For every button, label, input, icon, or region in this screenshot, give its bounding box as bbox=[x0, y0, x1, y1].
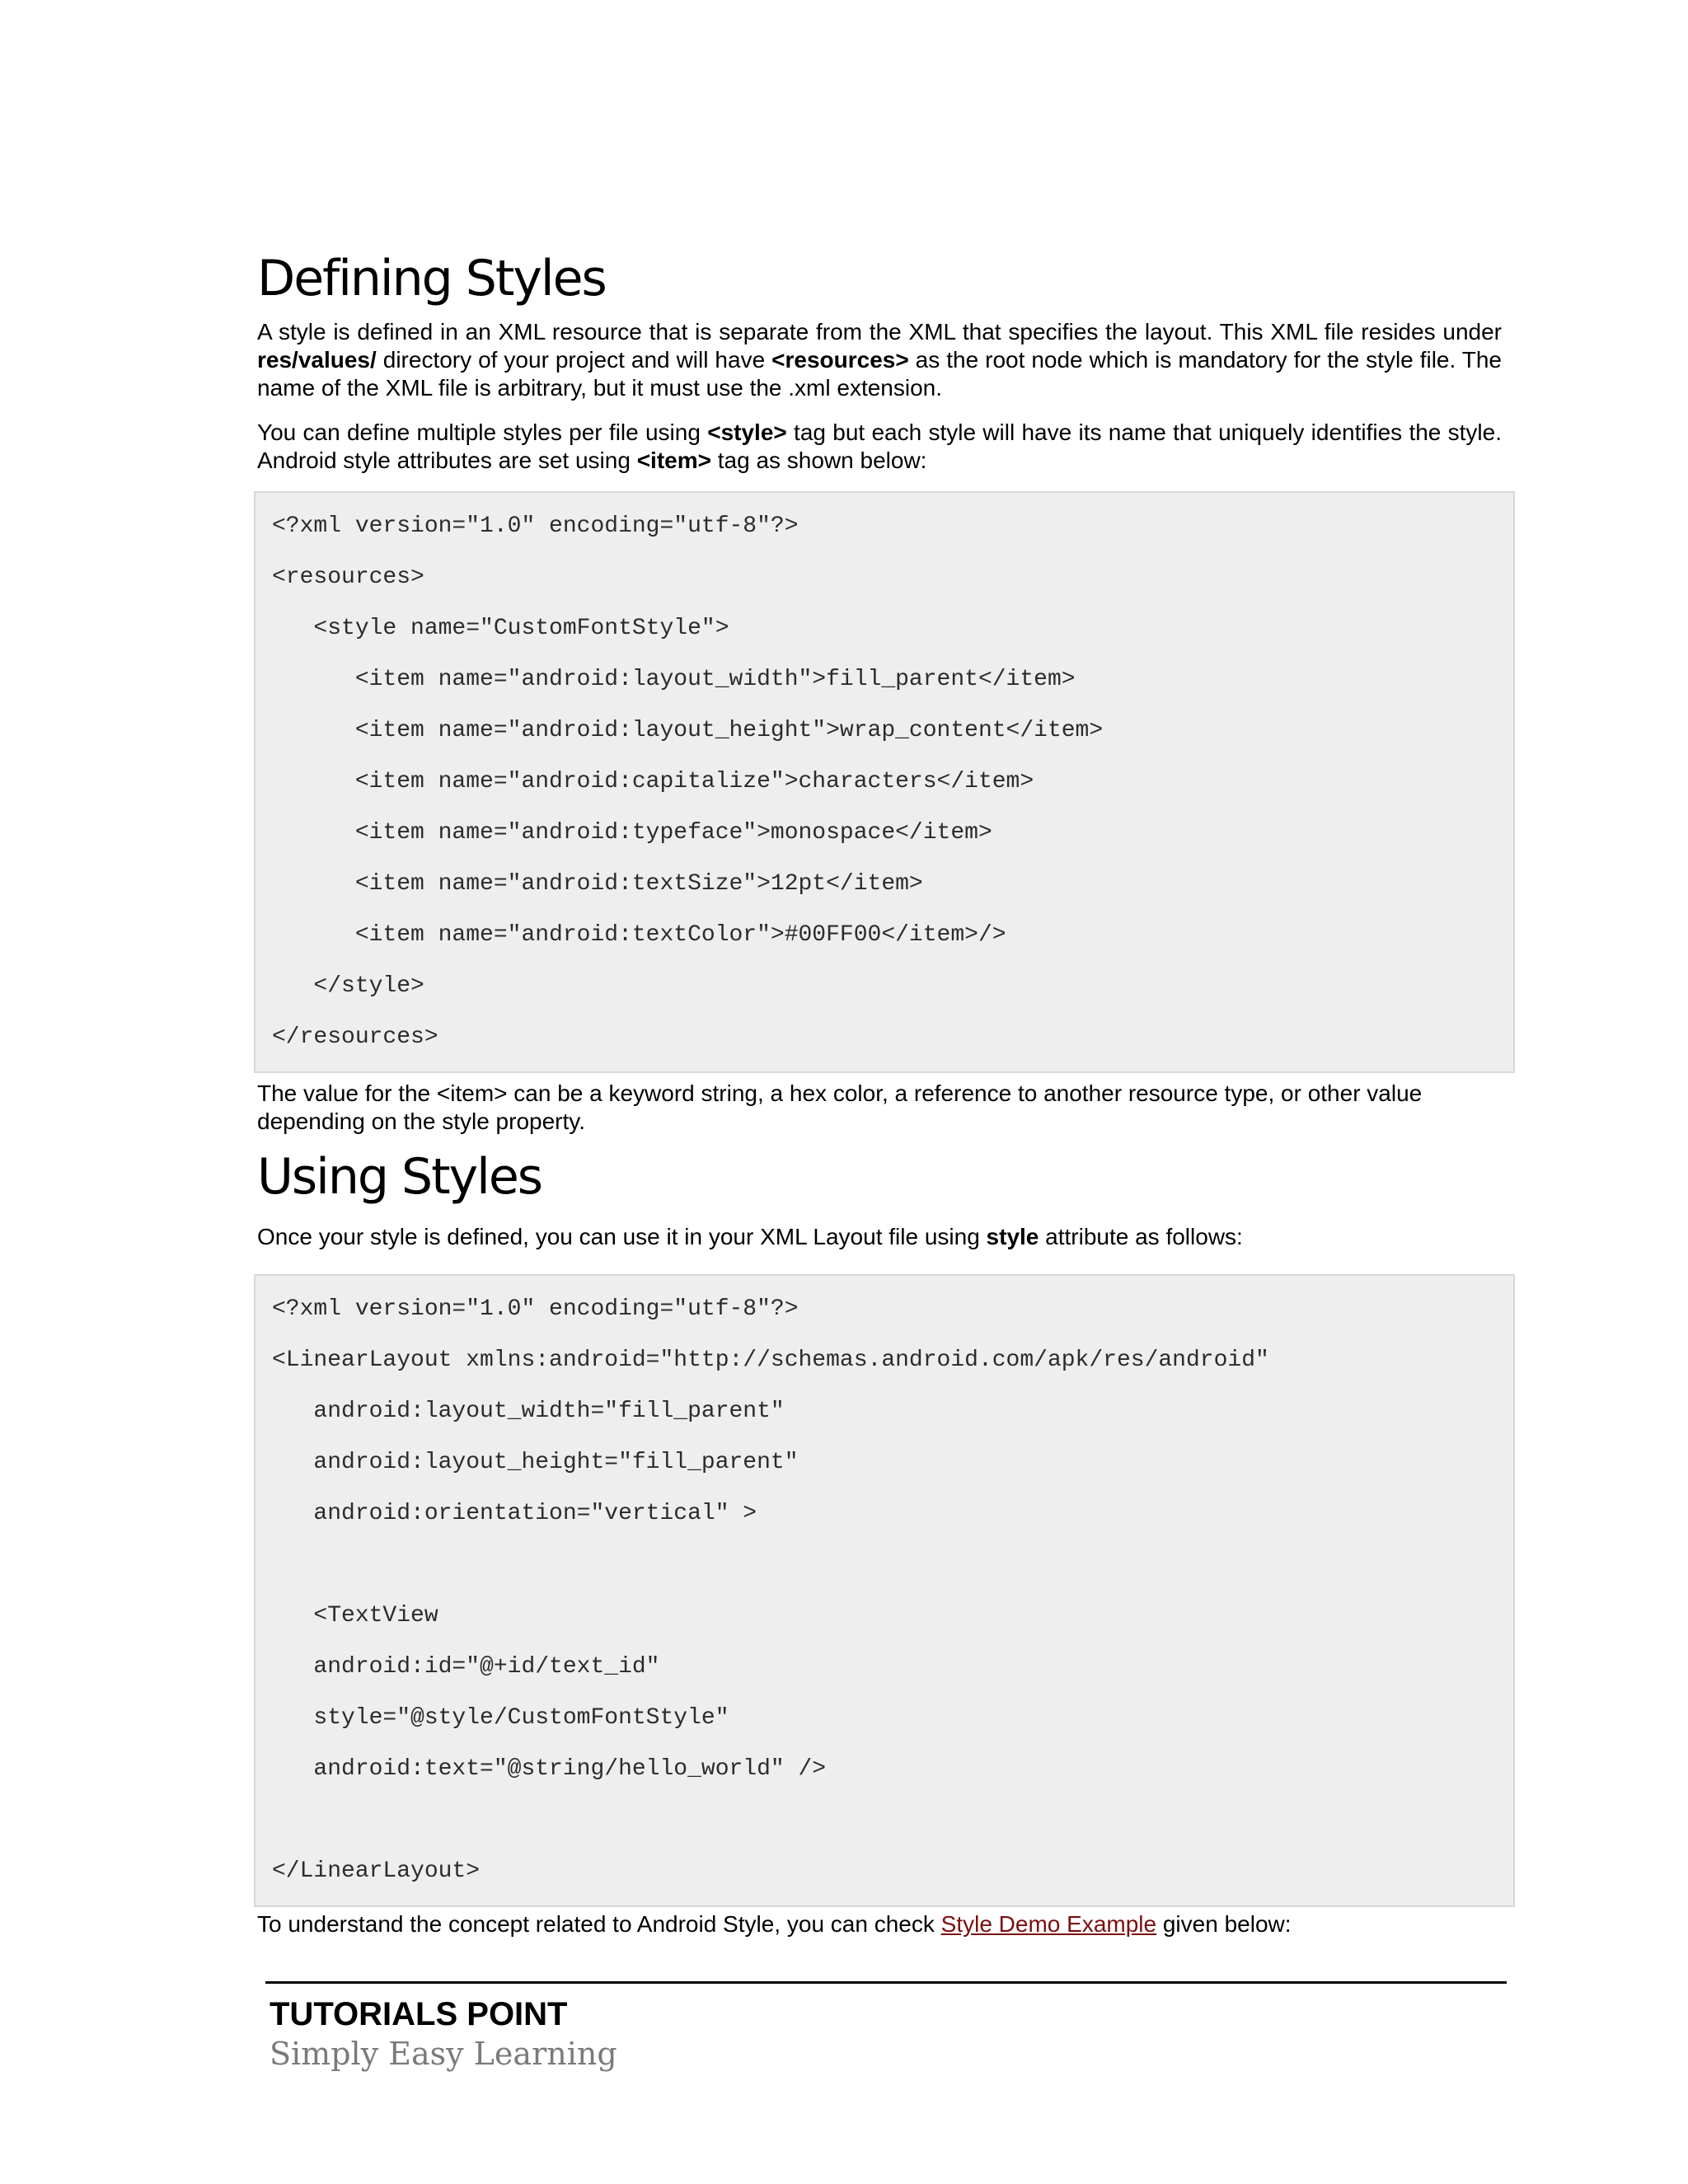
code-line bbox=[272, 1795, 1497, 1846]
intro-text-2: directory of your project and will have bbox=[376, 347, 772, 373]
code-line: <item name="android:capitalize">characters</item> bbox=[272, 769, 1034, 794]
code-line: </LinearLayout> bbox=[272, 1858, 481, 1884]
intro-text-1: A style is defined in an XML resource that is separate from the XML that specifies the layout. This XML file resides under bbox=[257, 319, 1502, 344]
styles-text-item-tag: <item> bbox=[636, 448, 711, 473]
code-line: android:text="@string/hello_world" /> bbox=[272, 1756, 827, 1782]
item-value-paragraph: The value for the <item> can be a keyword string, a hex color, a reference to another resource type, or other value depending on the style property. bbox=[257, 1080, 1423, 1134]
code-line: <?xml version="1.0" encoding="utf-8"?> bbox=[272, 513, 799, 539]
footer-tagline: Simply Easy Learning bbox=[270, 2036, 617, 2072]
code-line: <item name="android:typeface">monospace</item> bbox=[272, 820, 992, 846]
intro-text-resources-tag: <resources> bbox=[771, 347, 909, 373]
closing-text-1: To understand the concept related to Android Style, you can check bbox=[257, 1911, 941, 1937]
code-line: <resources> bbox=[272, 565, 424, 590]
usage-text-2: attribute as follows: bbox=[1039, 1224, 1243, 1249]
code-line: <style name="CustomFontStyle"> bbox=[272, 616, 729, 641]
code-block-style-definition bbox=[254, 491, 1515, 1073]
closing-paragraph bbox=[257, 1910, 1502, 1938]
usage-text-style-keyword: style bbox=[986, 1224, 1039, 1249]
code-line: android:layout_height="fill_parent" bbox=[272, 1450, 799, 1475]
intro-text-3: as the root node which is mandatory for the style file. The name of the XML file is arbitrary, but it must use the .xml extension. bbox=[257, 347, 1503, 401]
code-line: android:id="@+id/text_id" bbox=[272, 1654, 660, 1680]
usage-text-1: Once your style is defined, you can use it in your XML Layout file using bbox=[257, 1224, 987, 1249]
section-heading-using-styles: Using Styles bbox=[257, 1148, 542, 1206]
code-line: </resources> bbox=[272, 1024, 438, 1050]
styles-paragraph bbox=[257, 419, 1502, 475]
code-line: <?xml version="1.0" encoding="utf-8"?> bbox=[272, 1296, 799, 1322]
footer-brand: TUTORIALS POINT bbox=[270, 1996, 568, 2032]
code-block-layout-usage bbox=[254, 1274, 1515, 1907]
section-heading-defining-styles: Defining Styles bbox=[257, 250, 606, 307]
footer-divider bbox=[265, 1981, 1507, 1984]
intro-paragraph bbox=[257, 318, 1502, 402]
code-line: <item name="android:textSize">12pt</item> bbox=[272, 871, 923, 897]
styles-text-2: tag but each style will have its name that uniquely identifies the style. Android style attributes are set using bbox=[257, 419, 1503, 473]
code-line: <item name="android:layout_height">wrap_content</item> bbox=[272, 718, 1104, 743]
usage-paragraph bbox=[257, 1223, 1502, 1251]
code-line bbox=[272, 1540, 1497, 1591]
code-line: android:orientation="vertical" > bbox=[272, 1501, 757, 1526]
code-line: </style> bbox=[272, 973, 424, 999]
code-line: <item name="android:layout_width">fill_parent</item> bbox=[272, 667, 1076, 692]
styles-text-3: tag as shown below: bbox=[710, 448, 927, 473]
code-line: android:layout_width="fill_parent" bbox=[272, 1399, 785, 1424]
style-demo-example-link[interactable]: Style Demo Example bbox=[940, 1911, 1157, 1937]
code-line: <TextView bbox=[272, 1603, 438, 1629]
code-line: <LinearLayout xmlns:android="http://schemas.android.com/apk/res/android" bbox=[272, 1347, 1269, 1373]
styles-text-1: You can define multiple styles per file using bbox=[257, 419, 708, 445]
styles-text-style-tag: <style> bbox=[707, 419, 787, 445]
code-line: <item name="android:textColor">#00FF00</item>/> bbox=[272, 922, 1006, 948]
closing-text-2: given below: bbox=[1156, 1911, 1292, 1937]
intro-text-path: res/values/ bbox=[257, 347, 377, 373]
code-line: style="@style/CustomFontStyle" bbox=[272, 1705, 729, 1731]
